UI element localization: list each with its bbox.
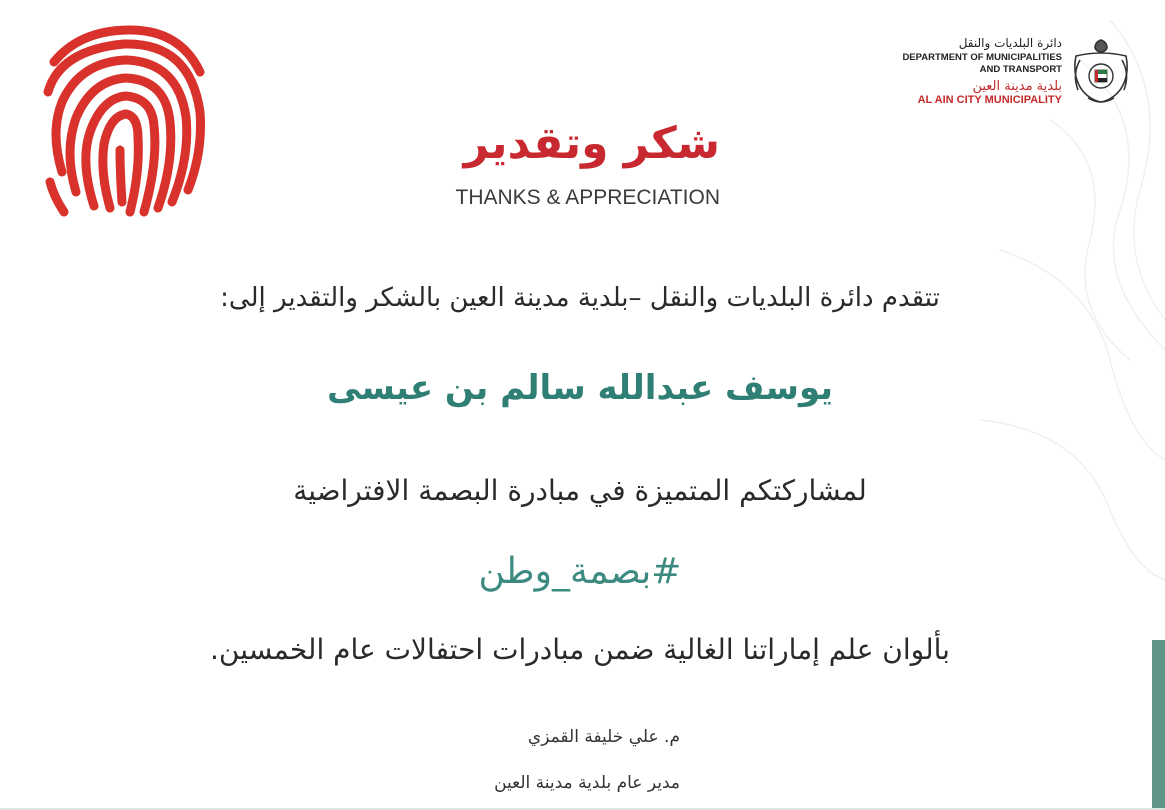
falcon-emblem-icon <box>1066 34 1136 114</box>
flag-colors-text: بألوان علم إماراتنا الغالية ضمن مبادرات احتفالات عام الخمسين. <box>210 633 950 666</box>
municipality-logo <box>896 30 1136 125</box>
signer-name: م. علي خليفة القمزي <box>527 727 680 747</box>
logo-text <box>896 36 1062 107</box>
fingerprint-icon <box>40 22 208 218</box>
page-title-ar: شكر وتقدير <box>463 118 720 169</box>
signer-title: مدير عام بلدية مدينة العين <box>494 773 680 793</box>
logo-dept-en-1: DEPARTMENT OF MUNICIPALITIES <box>902 52 1062 63</box>
side-band <box>1152 640 1165 810</box>
hashtag-text: #بصمة_وطن <box>478 551 682 592</box>
logo-dept-ar: دائرة البلديات والنقل <box>958 36 1062 50</box>
page-title-en: THANKS & APPRECIATION <box>455 186 720 209</box>
logo-city-ar: بلدية مدينة العين <box>972 79 1062 94</box>
logo-dept-en-2: AND TRANSPORT <box>979 64 1062 75</box>
intro-text: تتقدم دائرة البلديات والنقل –بلدية مدينة العين بالشكر والتقدير إلى: <box>220 283 940 313</box>
recipient-name: يوسف عبدالله سالم بن عيسى <box>326 368 834 408</box>
participation-text: لمشاركتكم المتميزة في مبادرة البصمة الافتراضية <box>293 474 867 507</box>
logo-city-en: AL AIN CITY MUNICIPALITY <box>917 94 1062 106</box>
